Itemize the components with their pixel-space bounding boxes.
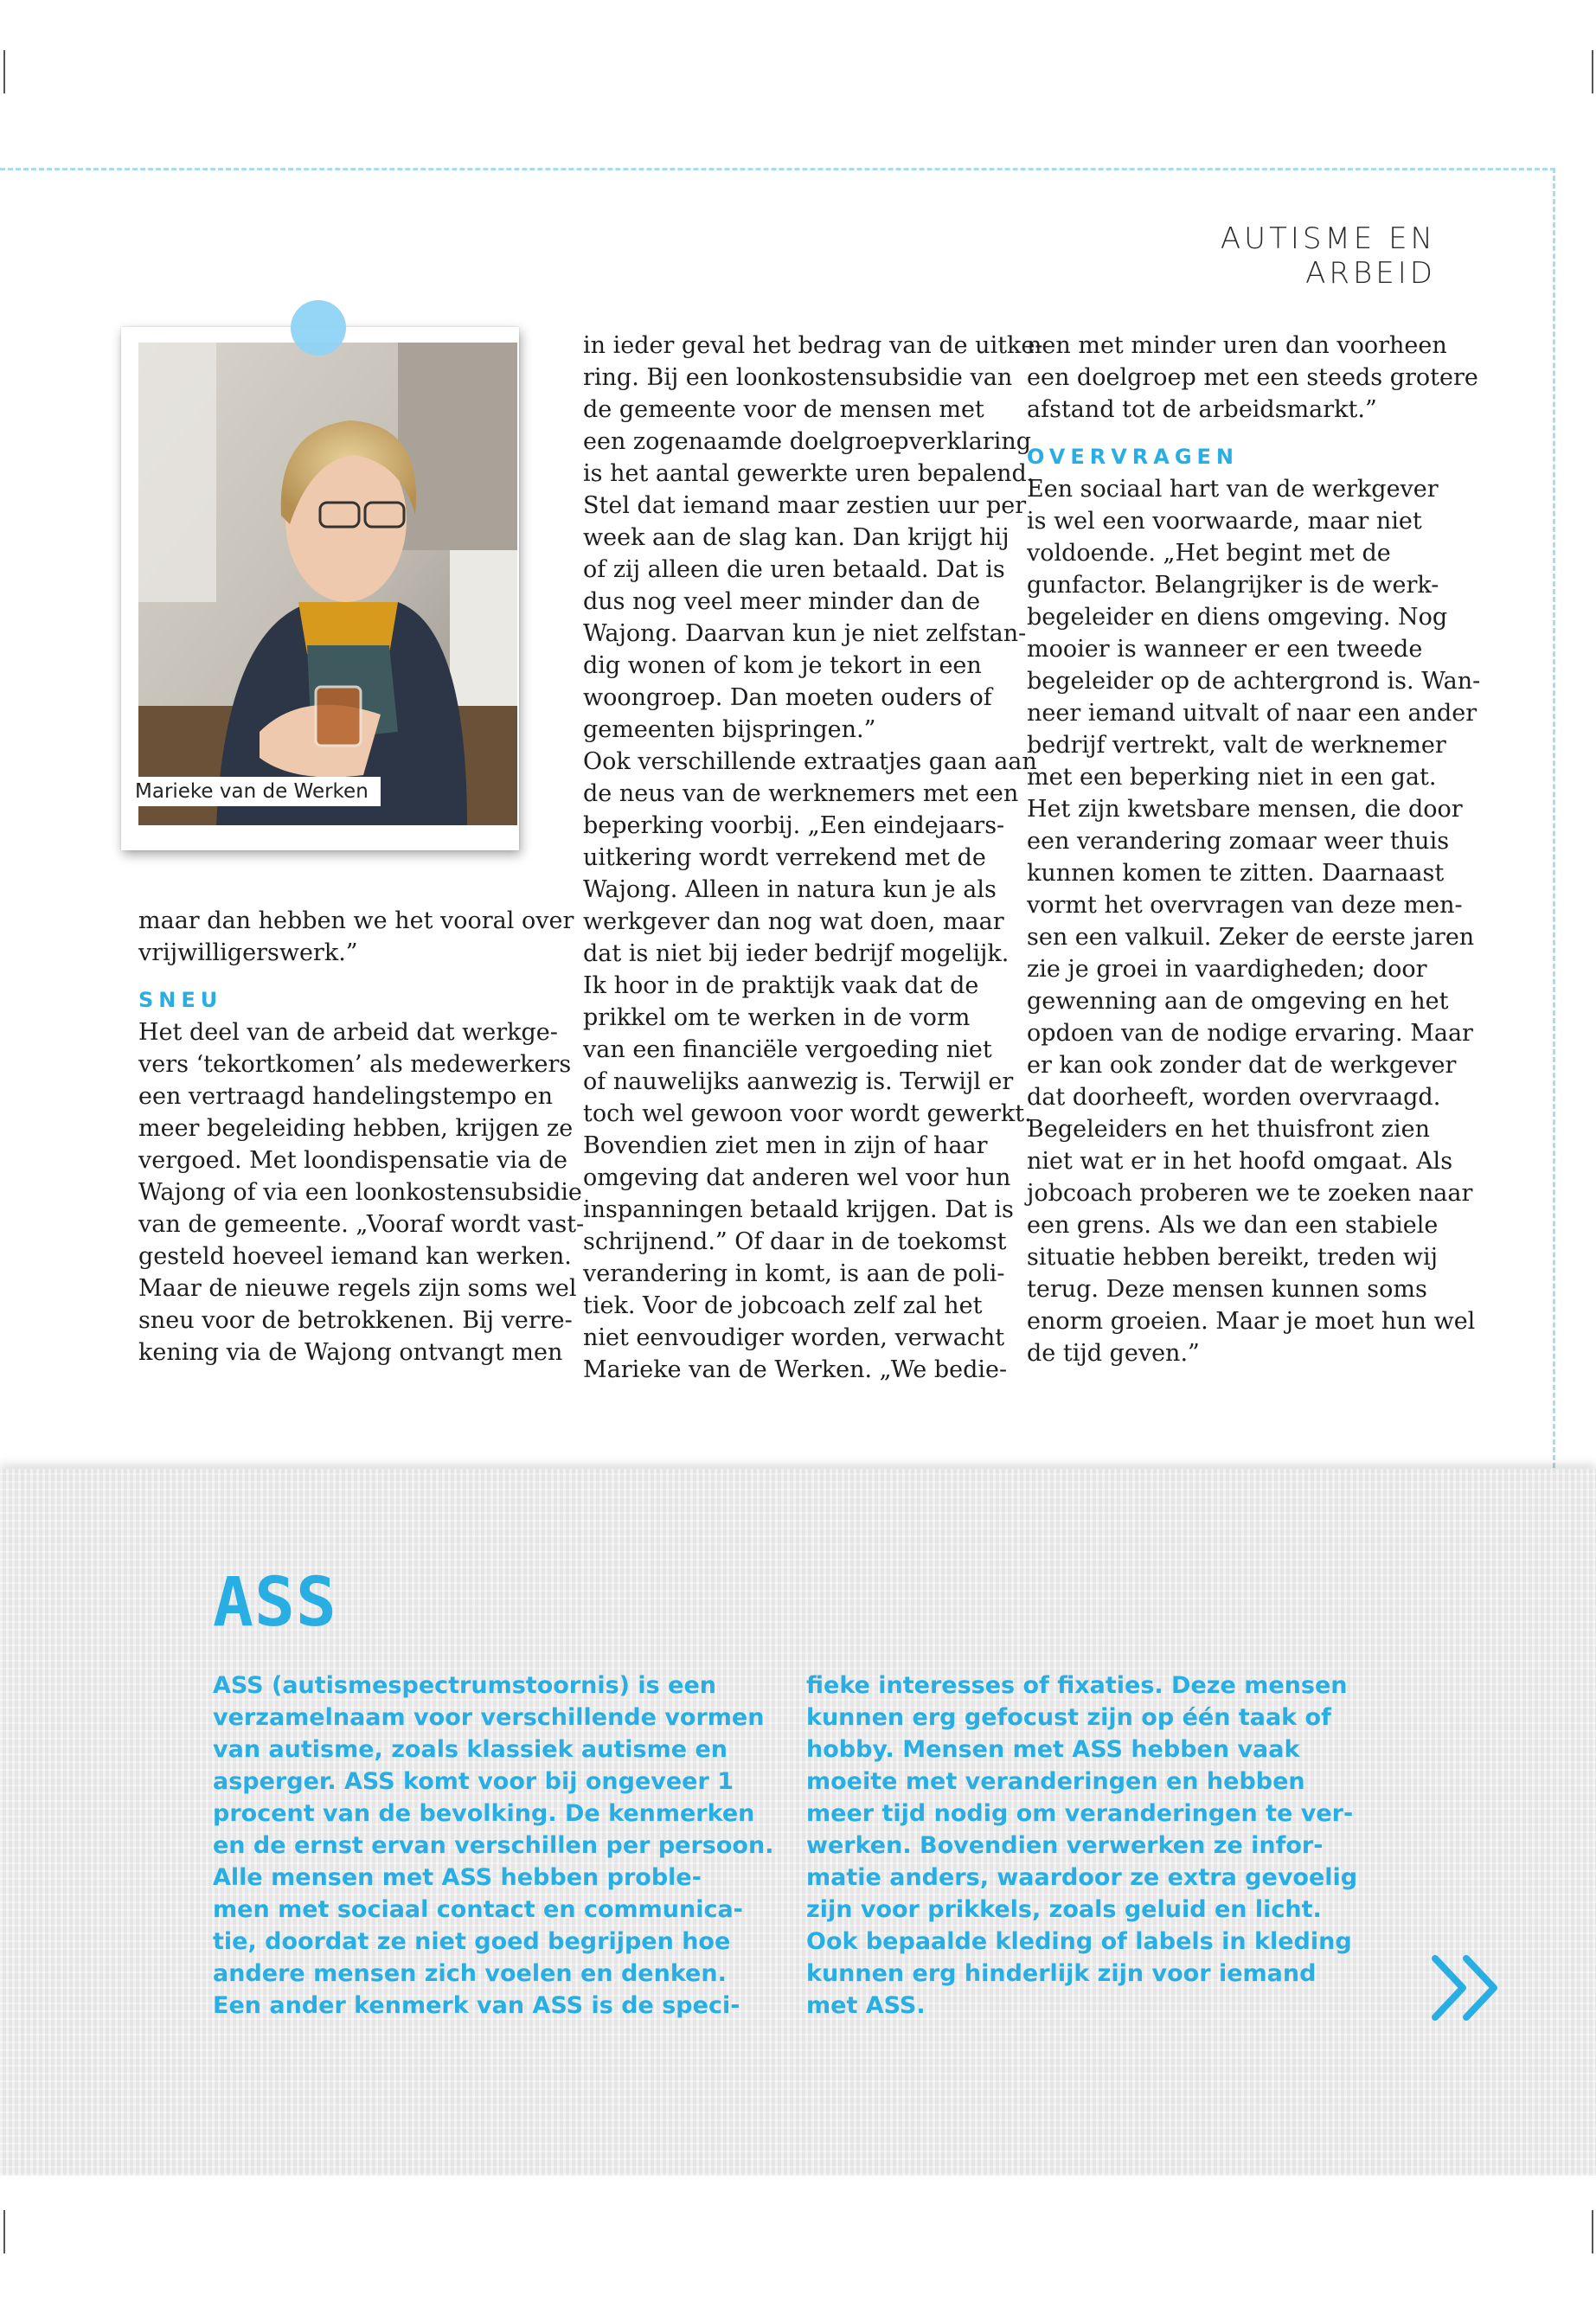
body-line: afstand tot de arbeidsmarkt.” [1027, 396, 1377, 423]
ass-line: meer tijd nodig om veranderingen te ver- [806, 1800, 1354, 1827]
body-line: ring. Bij een loonkostensubsidie van [583, 364, 1013, 391]
body-line: dat doorheeft, worden overvraagd. [1027, 1084, 1441, 1111]
ass-line: Een ander kenmerk van ASS is de speci- [213, 1992, 740, 2019]
ass-line: verzamelnaam voor verschillende vormen [213, 1704, 765, 1731]
dashed-border-top [0, 168, 1555, 170]
body-line: inspanningen betaald krijgen. Dat is [583, 1196, 1014, 1223]
ass-line: werken. Bovendien verwerken ze infor- [806, 1832, 1324, 1859]
ass-line: matie anders, waardoor ze extra gevoelig [806, 1864, 1358, 1891]
body-line: begeleider op de achtergrond is. Wan- [1027, 668, 1481, 695]
ass-column-2 [806, 1670, 1377, 2022]
body-line: kunnen komen te zitten. Daarnaast [1027, 860, 1445, 887]
body-line: in ieder geval het bedrag van de uitke- [583, 332, 1043, 359]
body-line: een zogenaamde doelgroepverklaring [583, 428, 1032, 455]
body-line: gewenning aan de omgeving en het [1027, 988, 1449, 1015]
ass-line: hobby. Mensen met ASS hebben vaak [806, 1736, 1300, 1763]
body-line: Maar de nieuwe regels zijn soms wel [138, 1275, 577, 1302]
body-line: begeleider en diens omgeving. Nog [1027, 604, 1448, 631]
dashed-border-right [1553, 168, 1555, 1468]
body-line: beperking voorbij. „Een eindejaars- [583, 812, 1005, 839]
body-line: woongroep. Dan moeten ouders of [583, 684, 992, 711]
body-line: Stel dat iemand maar zestien uur per [583, 492, 1027, 519]
body-line: gemeenten bijspringen.” [583, 716, 876, 743]
body-line: vers ‘tekortkomen’ als medewerkers [138, 1051, 572, 1078]
subhead-sneu: SNEU [138, 988, 223, 1012]
crop-mark [3, 50, 5, 93]
ass-line: Alle mensen met ASS hebben proble- [213, 1864, 702, 1891]
body-line: tiek. Voor de jobcoach zelf zal het [583, 1292, 983, 1319]
body-line: gesteld hoeveel iemand kan werken. [138, 1243, 572, 1270]
body-line: Het zijn kwetsbare mensen, die door [1027, 796, 1463, 823]
crop-mark [1592, 50, 1593, 93]
ass-line: procent van de bevolking. De kenmerken [213, 1800, 755, 1827]
body-line: verandering in komt, is aan de poli- [583, 1260, 1005, 1287]
ass-line: Ook bepaalde kleding of labels in kleding [806, 1928, 1352, 1955]
body-line: er kan ook zonder dat de werkgever [1027, 1052, 1457, 1079]
body-line: van de gemeente. „Vooraf wordt vast- [138, 1211, 585, 1238]
body-line: dig wonen of kom je tekort in een [583, 652, 982, 679]
body-line: de gemeente voor de mensen met [583, 396, 984, 423]
body-line: dus nog veel meer minder dan de [583, 588, 981, 615]
crop-mark [1592, 2210, 1593, 2253]
body-line: of nauwelijks aanwezig is. Terwijl er [583, 1068, 1014, 1095]
body-line: Het deel van de arbeid dat werkge- [138, 1019, 558, 1046]
ass-line: moeite met veranderingen en hebben [806, 1768, 1305, 1795]
ass-line: asperger. ASS komt voor bij ongeveer 1 [213, 1768, 734, 1795]
body-line: prikkel om te werken in de vorm [583, 1004, 971, 1031]
body-line: bedrijf vertrekt, valt de werknemer [1027, 732, 1446, 759]
body-line: een vertraagd handelingstempo en [138, 1083, 554, 1110]
body-line: voldoende. „Het begint met de [1027, 540, 1391, 567]
ass-column-1 [213, 1670, 784, 2022]
ass-line: en de ernst ervan verschillen per persoon. [213, 1832, 774, 1859]
body-line: enorm groeien. Maar je moet hun wel [1027, 1308, 1476, 1335]
article-column-2 [583, 330, 1043, 1386]
body-line: uitkering wordt verrekend met de [583, 844, 986, 871]
body-line: jobcoach proberen we te zoeken naar [1027, 1180, 1473, 1207]
body-line: Ik hoor in de praktijk vaak dat de [583, 972, 979, 999]
photo-caption: Marieke van de Werken [123, 777, 381, 806]
body-line: van een financiële vergoeding niet [583, 1036, 992, 1063]
body-line: opdoen van de nodige ervaring. Maar [1027, 1020, 1473, 1047]
body-line: situatie hebben bereikt, treden wij [1027, 1244, 1439, 1271]
body-line: de neus van de werknemers met een [583, 780, 1019, 807]
ass-line: kunnen erg gefocust zijn op één taak of [806, 1704, 1331, 1731]
subhead-overvragen: OVERVRAGEN [1027, 445, 1240, 469]
body-line: schrijnend.” Of daar in de toekomst [583, 1228, 1007, 1255]
body-line: Bovendien ziet men in zijn of haar [583, 1132, 988, 1159]
body-line: kening via de Wajong ontvangt men [138, 1339, 563, 1366]
body-line: vergoed. Met loondispensatie via de [138, 1147, 567, 1174]
pin-icon [291, 300, 346, 356]
body-line: zie je groei in vaardigheden; door [1027, 956, 1427, 983]
body-line: dat is niet bij ieder bedrijf mogelijk. [583, 940, 1010, 967]
ass-line: ASS (autismespectrumstoornis) is een [213, 1672, 716, 1699]
body-line: Begeleiders en het thuisfront zien [1027, 1116, 1431, 1143]
ass-line: kunnen erg hinderlijk zijn voor iemand [806, 1960, 1317, 1987]
body-line: toch wel gewoon voor wordt gewerkt. [583, 1100, 1032, 1127]
body-line: een doelgroep met een steeds grotere [1027, 364, 1478, 391]
article-column-1 [138, 905, 585, 1368]
body-line: Ook verschillende extraatjes gaan aan [583, 748, 1037, 775]
paragraph-gap [138, 969, 554, 984]
body-line: niet wat er in het hoofd omgaat. Als [1027, 1148, 1453, 1175]
body-line: meer begeleiding hebben, krijgen ze [138, 1115, 574, 1142]
ass-line: andere mensen zich voelen en denken. [213, 1960, 727, 1987]
ass-title: ASS [213, 1564, 337, 1642]
body-line: niet eenvoudiger worden, verwacht [583, 1324, 1005, 1351]
body-line: of zij alleen die uren betaald. Dat is [583, 556, 1005, 583]
ass-line: tie, doordat ze niet goed begrijpen hoe [213, 1928, 731, 1955]
body-line: is wel een voorwaarde, maar niet [1027, 508, 1422, 535]
crop-mark [3, 2210, 5, 2253]
ass-line: met ASS. [806, 1992, 926, 2019]
body-line: Wajong of via een loonkostensubsidie [138, 1179, 582, 1206]
portrait-photo [138, 343, 517, 825]
body-line: Een sociaal hart van de werkgever [1027, 476, 1439, 503]
section-title: AUTISME EN ARBEID [1220, 221, 1436, 291]
body-line: een verandering zomaar weer thuis [1027, 828, 1450, 855]
body-line: neer iemand uitvalt of naar een ander [1027, 700, 1477, 727]
body-line: vrijwilligerswerk.” [138, 939, 358, 966]
paragraph-gap [1027, 426, 1442, 441]
body-line: vormt het overvragen van deze men- [1027, 892, 1463, 919]
body-line: terug. Deze mensen kunnen soms [1027, 1276, 1427, 1303]
body-line: Wajong. Daarvan kun je niet zelfstan- [583, 620, 1027, 647]
body-line: is het aantal gewerkte uren bepalend. [583, 460, 1035, 487]
body-line: Marieke van de Werken. „We bedie- [583, 1356, 1008, 1383]
ass-line: zijn voor prikkels, zoals geluid en licht. [806, 1896, 1322, 1923]
body-line: week aan de slag kan. Dan krijgt hij [583, 524, 1010, 551]
ass-line: men met sociaal contact en communica- [213, 1896, 743, 1923]
body-line: sneu voor de betrokkenen. Bij verre- [138, 1307, 573, 1334]
ass-line: fieke interesses of fixaties. Deze mensen [806, 1672, 1348, 1699]
body-line: Wajong. Alleen in natura kun je als [583, 876, 997, 903]
body-line: omgeving dat anderen wel voor hun [583, 1164, 1011, 1191]
double-chevron-right-icon[interactable] [1430, 1953, 1503, 2022]
body-line: nen met minder uren dan voorheen [1027, 332, 1447, 359]
ass-line: van autisme, zoals klassiek autisme en [213, 1736, 727, 1763]
body-line: gunfactor. Belangrijker is de werk- [1027, 572, 1439, 599]
body-line: met een beperking niet in een gat. [1027, 764, 1437, 791]
photo-card [121, 327, 519, 850]
body-line: werkgever dan nog wat doen, maar [583, 908, 1004, 935]
body-line: de tijd geven.” [1027, 1340, 1200, 1367]
body-line: maar dan hebben we het vooral over [138, 907, 574, 934]
article-column-3 [1027, 330, 1481, 1369]
body-line: mooier is wanneer er een tweede [1027, 636, 1423, 663]
body-line: sen een valkuil. Zeker de eerste jaren [1027, 924, 1475, 951]
body-line: een grens. Als we dan een stabiele [1027, 1212, 1439, 1239]
